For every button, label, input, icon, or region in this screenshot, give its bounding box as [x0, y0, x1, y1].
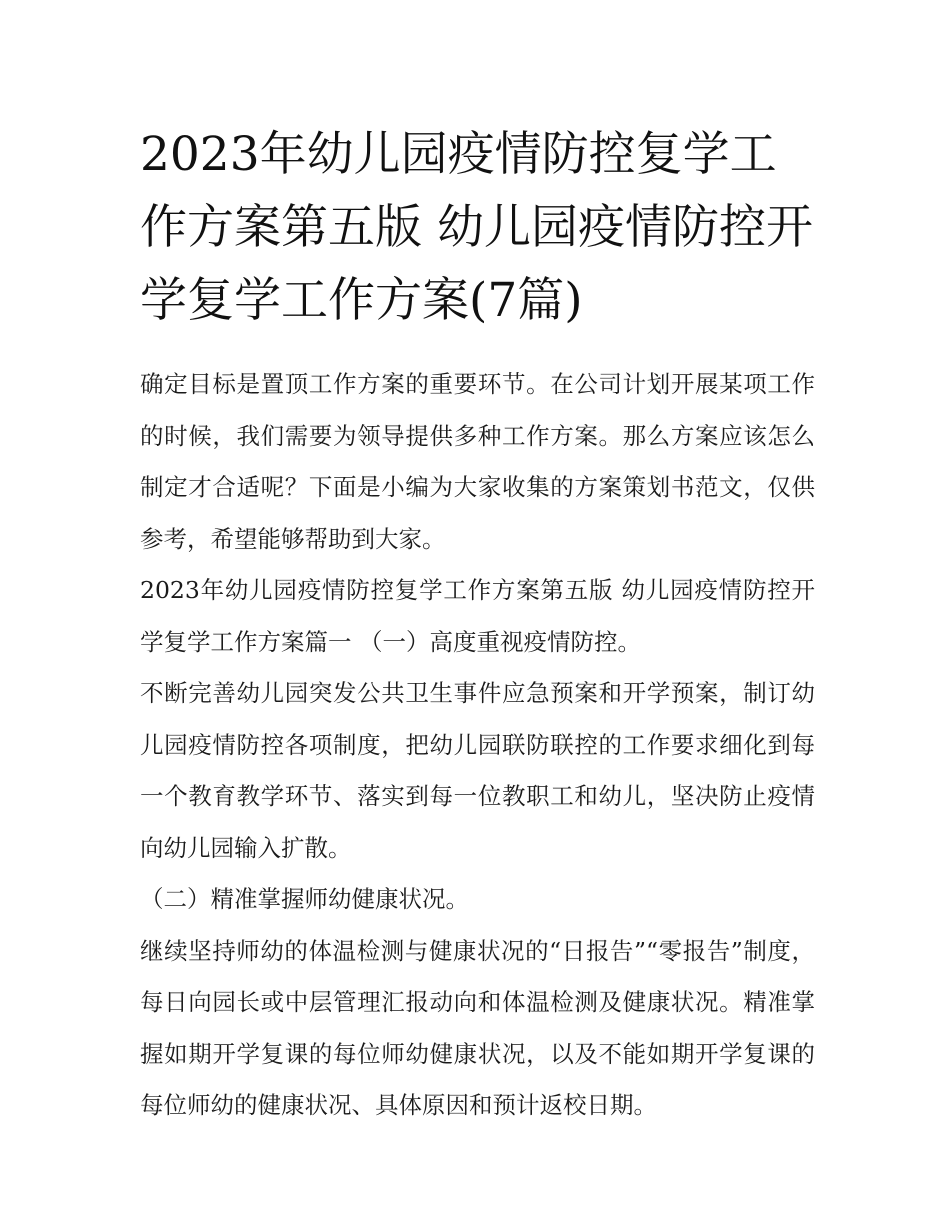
document-body: [140, 359, 815, 1132]
paragraph-section-heading: 2023年幼儿园疫情防控复学工作方案第五版 幼儿园疫情防控开学复学工作方案篇一 （一）高度重视疫情防控。: [140, 576, 815, 656]
document-title: 2023年幼儿园疫情防控复学工作方案第五版 幼儿园疫情防控开学复学工作方案(7篇): [140, 127, 813, 328]
document-page: [140, 118, 815, 1132]
paragraph-intro: 确定目标是置顶工作方案的重要环节。在公司计划开展某项工作的时候，我们需要为领导提供多种工作方案。那么方案应该怎么制定才合适呢？下面是小编为大家收集的方案策划书范文，仅供参考，希望能够帮助到大家。: [140, 370, 815, 553]
paragraph-prevention: 不断完善幼儿园突发公共卫生事件应急预案和开学预案，制订幼儿园疫情防控各项制度，把幼儿园联防联控的工作要求细化到每一个教育教学环节、落实到每一位教职工和幼儿，坚决防止疫情向幼儿园输入扩散。: [140, 679, 815, 862]
paragraph-subheading-health: （二）精准掌握师幼健康状况。: [140, 885, 469, 913]
paragraph-health-reporting: 继续坚持师幼的体温检测与健康状况的“日报告”“零报告”制度，每日向园长或中层管理汇报动向和体温检测及健康状况。精准掌握如期开学复课的每位师幼健康状况，以及不能如期开学复课的每位师幼的健康状况、具体原因和预计返校日期。: [140, 936, 815, 1119]
